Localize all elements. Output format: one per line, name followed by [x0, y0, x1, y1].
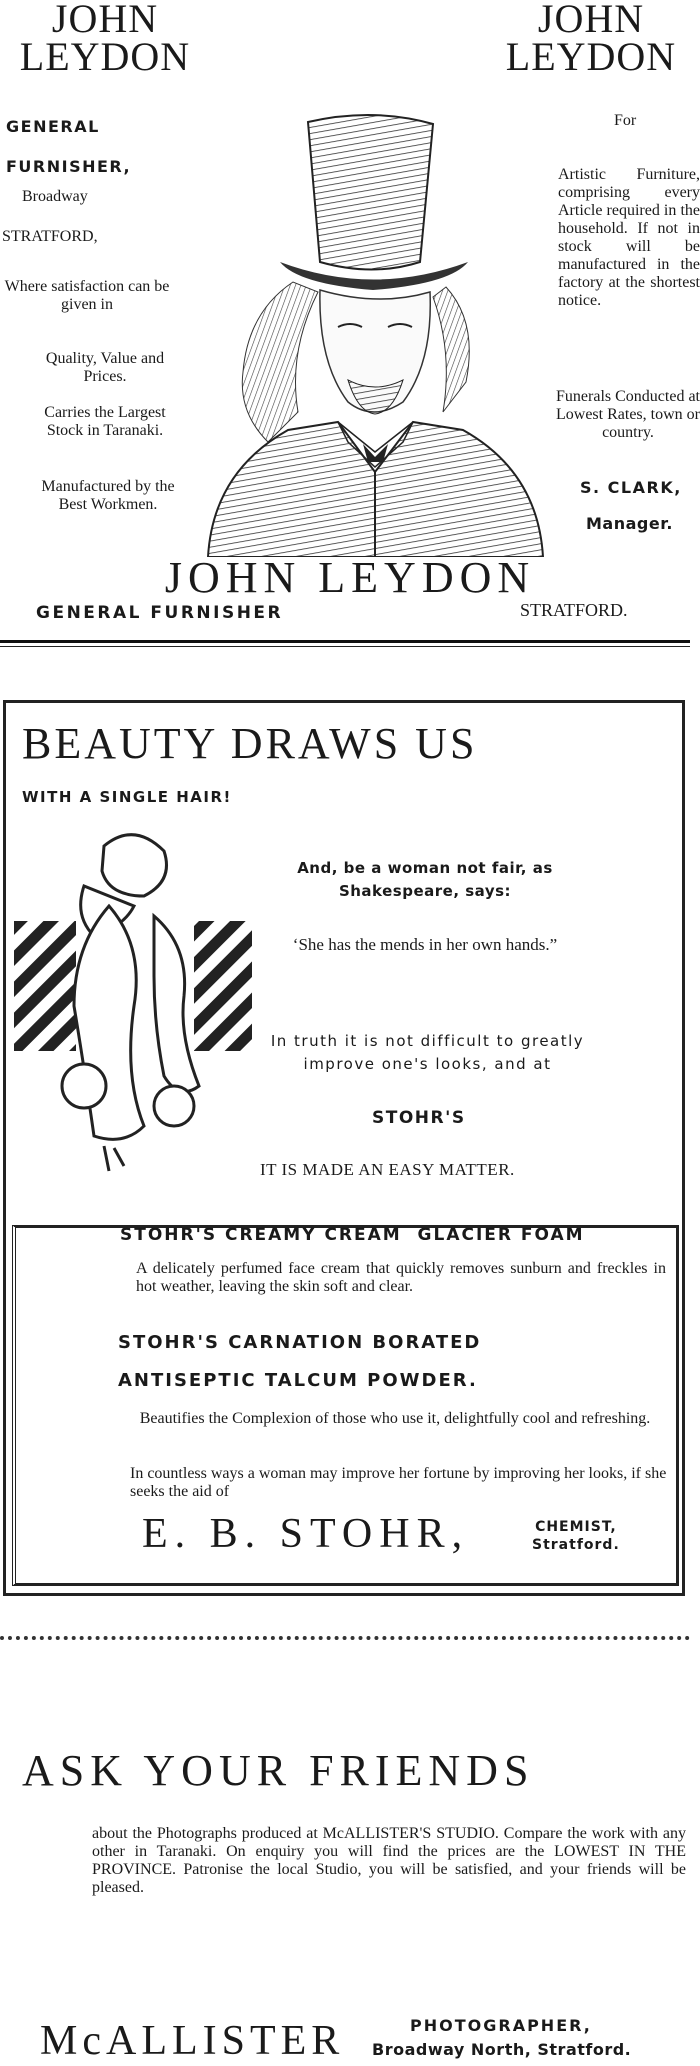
- title-line: JOHN: [51, 0, 159, 41]
- shakespeare-quote: ‘She has the mends in her own hands.”: [292, 935, 558, 954]
- manager-name: S. CLARK,: [580, 478, 682, 497]
- divider: [0, 646, 690, 647]
- for-text: For: [614, 112, 637, 129]
- leydon-footer-right: STRATFORD.: [520, 600, 628, 620]
- leydon-title-left: [0, 0, 210, 79]
- stock-text: Carries the Largest Stock in Taranaki.: [44, 404, 166, 439]
- mcallister-body: about the Photographs produced at McALLISTER'S STUDIO. Compare the work with any other in Taranaki. On enquiry you will find the prices are the LOWEST IN THE PROVINCE. Patronise the local Studio, you will be satisfied, and your friends will be pleased.: [92, 1825, 686, 1896]
- divider: [0, 640, 690, 643]
- stohrs-label: STOHR'S: [372, 1108, 466, 1128]
- truth-text: In truth it is not difficult to greatly improve one's looks, and at: [270, 1032, 585, 1073]
- funerals-text: Funerals Conducted at Lowest Rates, town or country.: [556, 388, 700, 441]
- portrait-illustration: [188, 112, 560, 557]
- broadway-text: Broadway: [22, 188, 88, 205]
- title-line: JOHN: [537, 0, 645, 41]
- talcum-description: Beautifies the Complexion of those who use it, delightfully cool and refreshing.: [139, 1410, 651, 1427]
- text-line: GENERAL: [6, 117, 100, 136]
- leydon-footer-left: GENERAL FURNISHER: [36, 603, 284, 623]
- easy-matter: IT IS MADE AN EASY MATTER.: [260, 1160, 515, 1179]
- chemist-label: [532, 1518, 620, 1554]
- photographer-label: PHOTOGRAPHER,: [410, 2016, 592, 2035]
- manufactured-text: Manufactured by the Best Workmen.: [41, 478, 175, 513]
- text-line: CHEMIST,: [535, 1519, 617, 1535]
- product-talcum-line2: ANTISEPTIC TALCUM POWDER.: [118, 1370, 478, 1391]
- leydon-footer-name: JOHN LEYDON: [164, 553, 536, 602]
- title-line: LEYDON: [19, 34, 191, 79]
- text-line: FURNISHER,: [6, 157, 132, 176]
- stohr-subhead: WITH A SINGLE HAIR!: [22, 788, 232, 806]
- stohr-signature: E. B. STOHR,: [142, 1511, 470, 1557]
- mcallister-name: McALLISTER: [40, 2018, 345, 2064]
- quote-intro: And, be a woman not fair, as Shakespeare, says:: [297, 859, 553, 900]
- manager-title: Manager.: [586, 514, 673, 533]
- text-line: Stratford.: [532, 1537, 620, 1553]
- satisfaction-text: Where satisfaction can be given in: [4, 278, 170, 313]
- artistic-text: Artistic Furniture, comprising every Article required in the household. If not in stock will be manufactured in the factory at the shortest notice.: [558, 166, 700, 309]
- divider: [0, 1636, 690, 1640]
- woman-illustration: [14, 826, 252, 1176]
- cream-description: A delicately perfumed face cream that quickly removes sunburn and freckles in hot weather, leaving the skin soft and clear.: [136, 1260, 666, 1295]
- product-talcum-line1: STOHR'S CARNATION BORATED: [118, 1332, 482, 1353]
- studio-address: Broadway North, Stratford.: [372, 2040, 632, 2059]
- product-cream: STOHR'S CREAMY CREAM GLACIER FOAM: [120, 1225, 585, 1245]
- general-furnisher-left: [6, 107, 131, 187]
- countless-text: In countless ways a woman may improve her fortune by improving her looks, if she seeks the aid of: [130, 1465, 667, 1500]
- stohr-headline: BEAUTY DRAWS US: [22, 719, 478, 768]
- mcallister-headline: ASK YOUR FRIENDS: [22, 1746, 535, 1795]
- woman-figure-icon: [14, 826, 252, 1176]
- stratford-left: STRATFORD,: [2, 228, 98, 245]
- leydon-title-right: [482, 0, 700, 79]
- quality-text: Quality, Value and Prices.: [45, 350, 165, 385]
- gentleman-portrait-icon: [188, 112, 560, 557]
- title-line: LEYDON: [505, 34, 677, 79]
